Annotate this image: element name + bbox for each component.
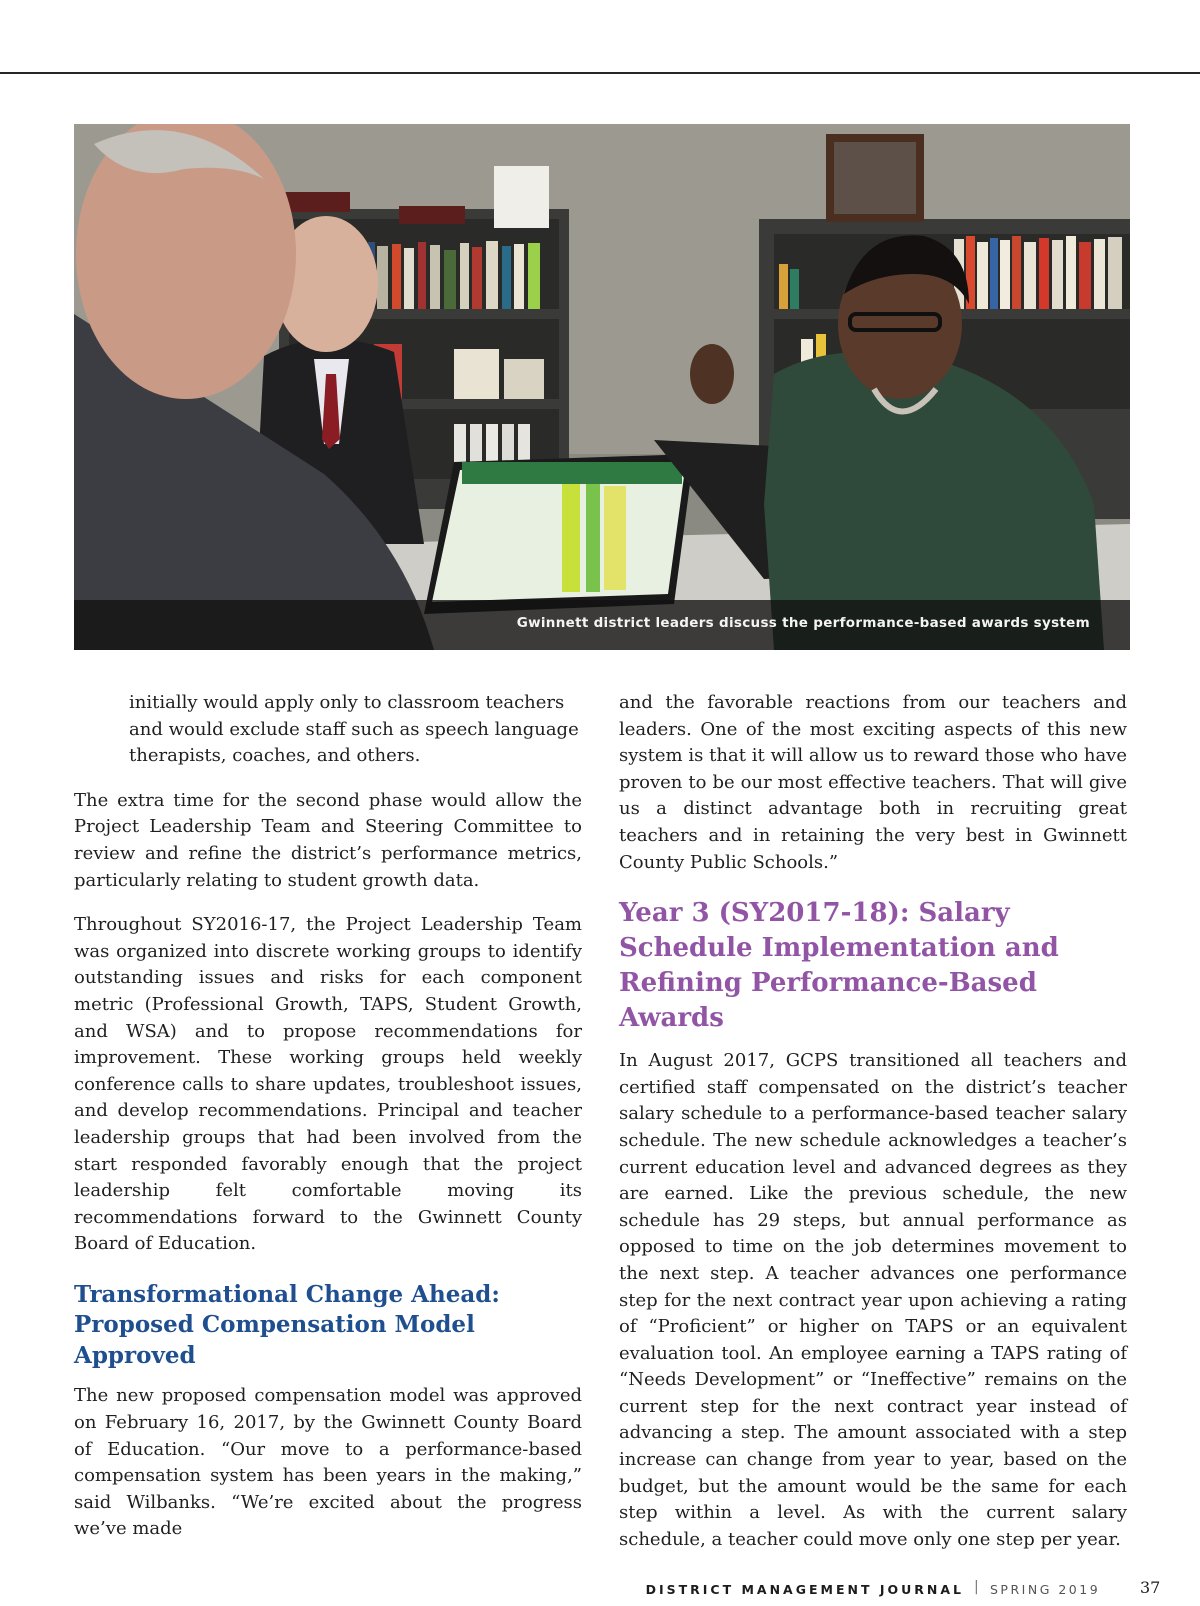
photo-caption: Gwinnett district leaders discuss the performance-based awards system [516,615,1090,631]
photo-illustration [74,124,1130,650]
section-heading-year-3: Year 3 (SY2017-18): Salary Schedule Implementation and Refining Performance-Based Awards [619,898,1059,1034]
page-footer [0,1578,1200,1602]
right-column [619,690,1127,1571]
page-number: 37 [1140,1578,1161,1597]
section-heading-compensation-model: Transformational Change Ahead: Proposed Compensation Model Approved [74,1280,500,1369]
top-rule [0,72,1200,74]
footer-season: SPRING 2019 [990,1582,1101,1597]
footer-journal-title: DISTRICT MANAGEMENT JOURNAL [645,1582,964,1597]
meeting-photo [74,124,1130,650]
footer-separator: | [974,1579,979,1595]
left-paragraph-3: Throughout SY2016-17, the Project Leadership Team was organized into discrete working groups to identify outstanding issues and risks for each component metric (Professional Growth, TAPS, Student Growth, and WSA) and to propose recommendations for improvement. These working groups held weekly conference calls to share updates, troubleshoot issues, and develop recommendations. Principal and teacher leadership groups that had been involved from the start responded favorably enough that the project leadership felt comfortable moving its recommendations forward to the Gwinnett County Board of Education. [74,914,582,1255]
right-paragraph-2: In August 2017, GCPS transitioned all teachers and certified staff compensated on the district’s teacher salary schedule to a performance-based teacher salary schedule. The new schedule acknowledges a teacher’s current education level and advanced degrees as they are earned. Like the previous schedule, the new schedule has 29 steps, but annual performance as opposed to time on the job determines movement to the next step. A teacher advances one performance step for the next contract year upon achieving a rating of “Proficient” or higher on TAPS or an equivalent evaluation tool. An employee earning a TAPS rating of “Needs Development” or “Ineffective” remains on the current step for the next contract year instead of advancing a step. The amount associated with a step increase can change from year to year, based on the budget, but the amount would be the same for each step within a level. As with the current salary schedule, a teacher could move only one step per year. [619,1050,1127,1550]
left-paragraph-2: The extra time for the second phase would allow the Project Leadership Team and Steering Committee to review and refine the district’s performance metrics, particularly relating to student growth data. [74,789,582,891]
right-paragraph-1: and the favorable reactions from our teachers and leaders. One of the most exciting aspects of this new system is that it will allow us to reward those who have proven to be our most effective teachers. That will give us a distinct advantage both in recruiting great teachers and in retaining the very best in Gwinnett County Public Schools.” [619,692,1127,873]
photo-caption-bar [74,600,1130,650]
left-paragraph-4: The new proposed compensation model was approved on February 16, 2017, by the Gwinnett County Board of Education. “Our move to a performance-based compensation system has been years in the making,” said Wilbanks. “We’re excited about the progress we’ve made [74,1385,582,1540]
left-column [74,690,582,1561]
left-paragraph-1: initially would apply only to classroom teachers and would exclude staff such as speech language therapists, coaches, and others. [129,692,579,767]
